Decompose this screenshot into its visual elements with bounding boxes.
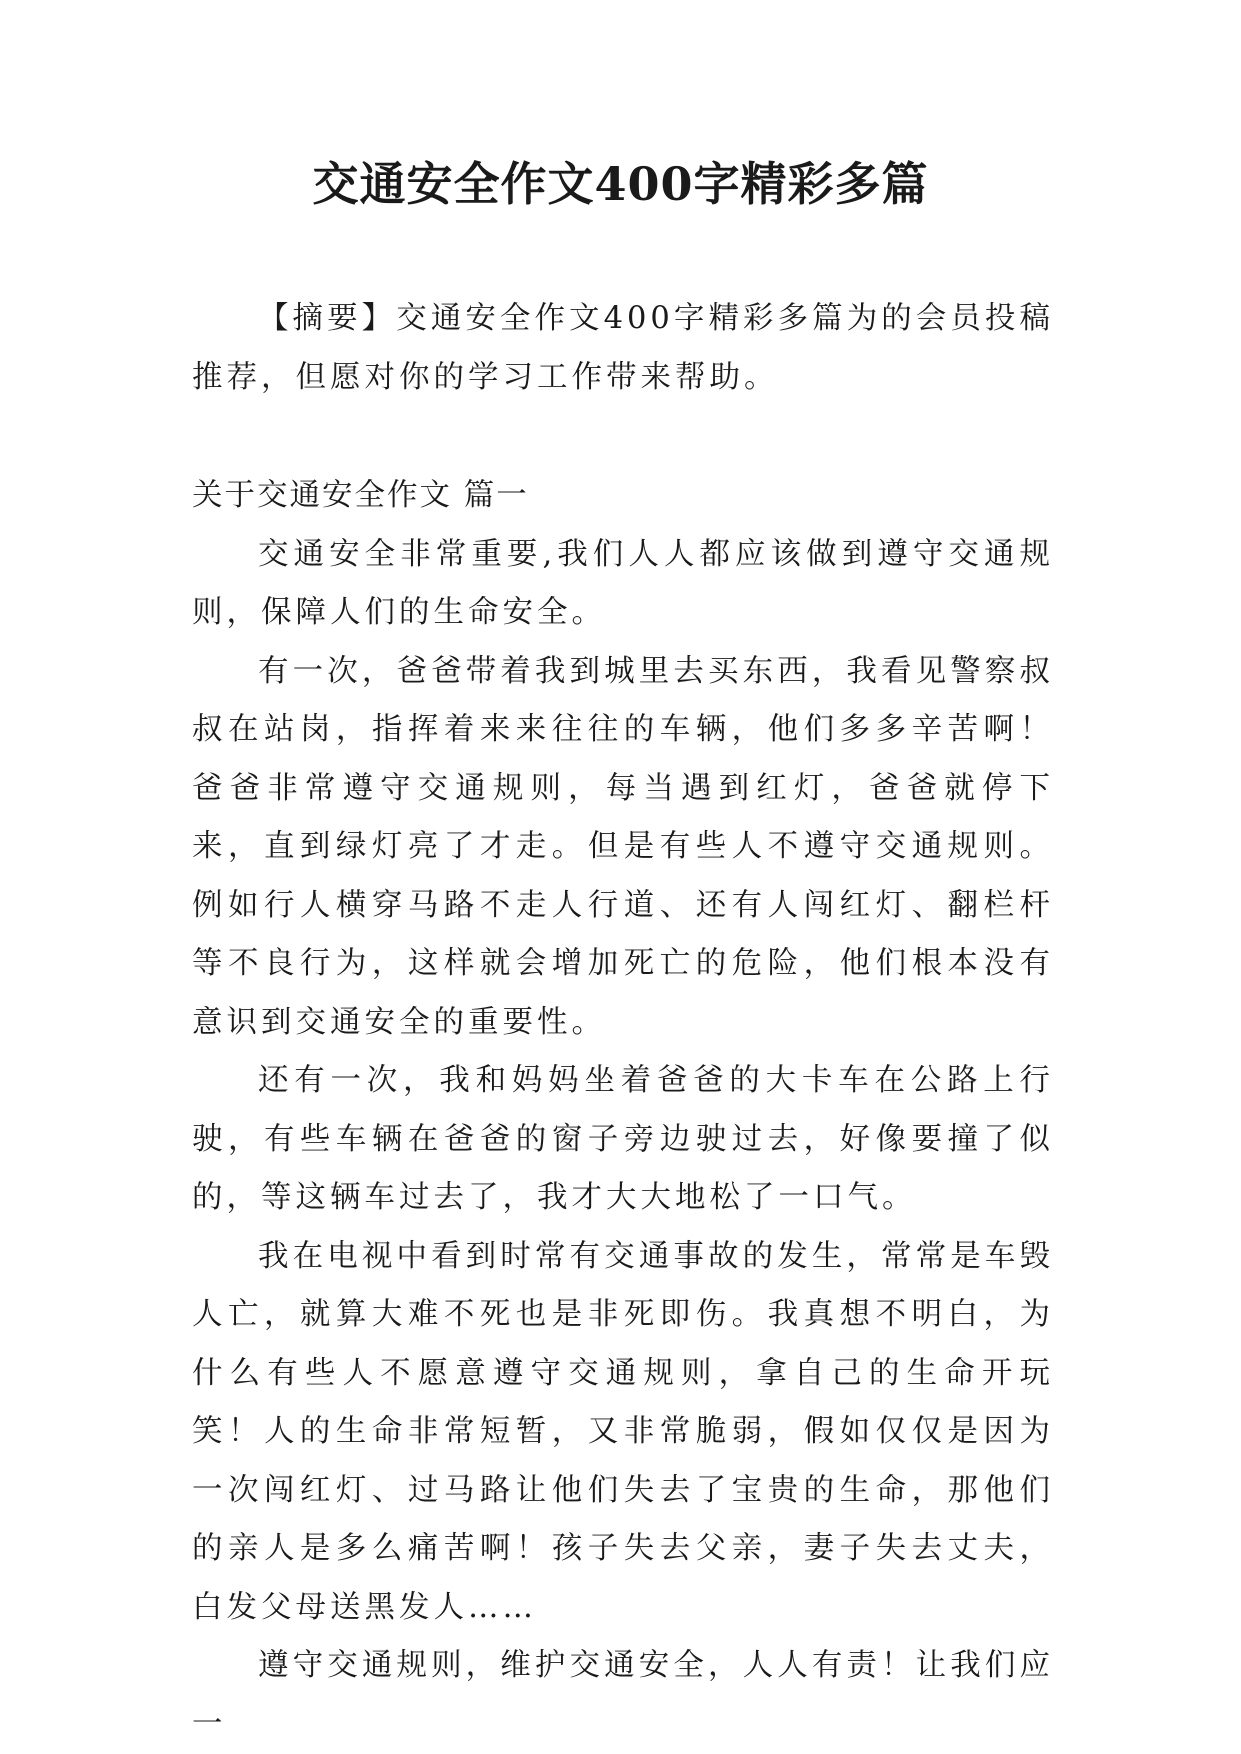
section-heading: 关于交通安全作文 篇一 xyxy=(192,478,529,513)
document-body xyxy=(192,290,1054,1754)
document-title: 交通安全作文400字精彩多篇 xyxy=(312,157,929,211)
body-paragraph: 我在电视中看到时常有交通事故的发生，常常是车毁人亡，就算大难不死也是非死即伤。我真想不明白，为什么有些人不愿意遵守交通规则，拿自己的生命开玩笑！人的生命非常短暂，又非常脆弱，假如仅仅是因为一次闯红灯、过马路让他们失去了宝贵的生命，那他们的亲人是多么痛苦啊！孩子失去父亲，妻子失去丈夫，白发父母送黑发人…… xyxy=(192,1238,1054,1625)
body-paragraph: 交通安全非常重要,我们人人都应该做到遵守交通规则，保障人们的生命安全。 xyxy=(192,536,1054,630)
abstract-paragraph: 【摘要】交通安全作文400字精彩多篇为的会员投稿推荐，但愿对你的学习工作带来帮助。 xyxy=(192,301,1054,395)
body-paragraph: 有一次，爸爸带着我到城里去买东西，我看见警察叔叔在站岗，指挥着来来往往的车辆，他们多多辛苦啊！爸爸非常遵守交通规则，每当遇到红灯，爸爸就停下来，直到绿灯亮了才走。但是有些人不遵守交通规则。例如行人横穿马路不走人行道、还有人闯红灯、翻栏杆等不良行为，这样就会增加死亡的危险，他们根本没有意识到交通安全的重要性。 xyxy=(192,653,1054,1040)
body-paragraph: 遵守交通规则，维护交通安全，人人有责！让我们应一 xyxy=(192,1648,1054,1742)
body-paragraph: 还有一次，我和妈妈坐着爸爸的大卡车在公路上行驶，有些车辆在爸爸的窗子旁边驶过去，好像要撞了似的，等这辆车过去了，我才大大地松了一口气。 xyxy=(192,1063,1054,1215)
